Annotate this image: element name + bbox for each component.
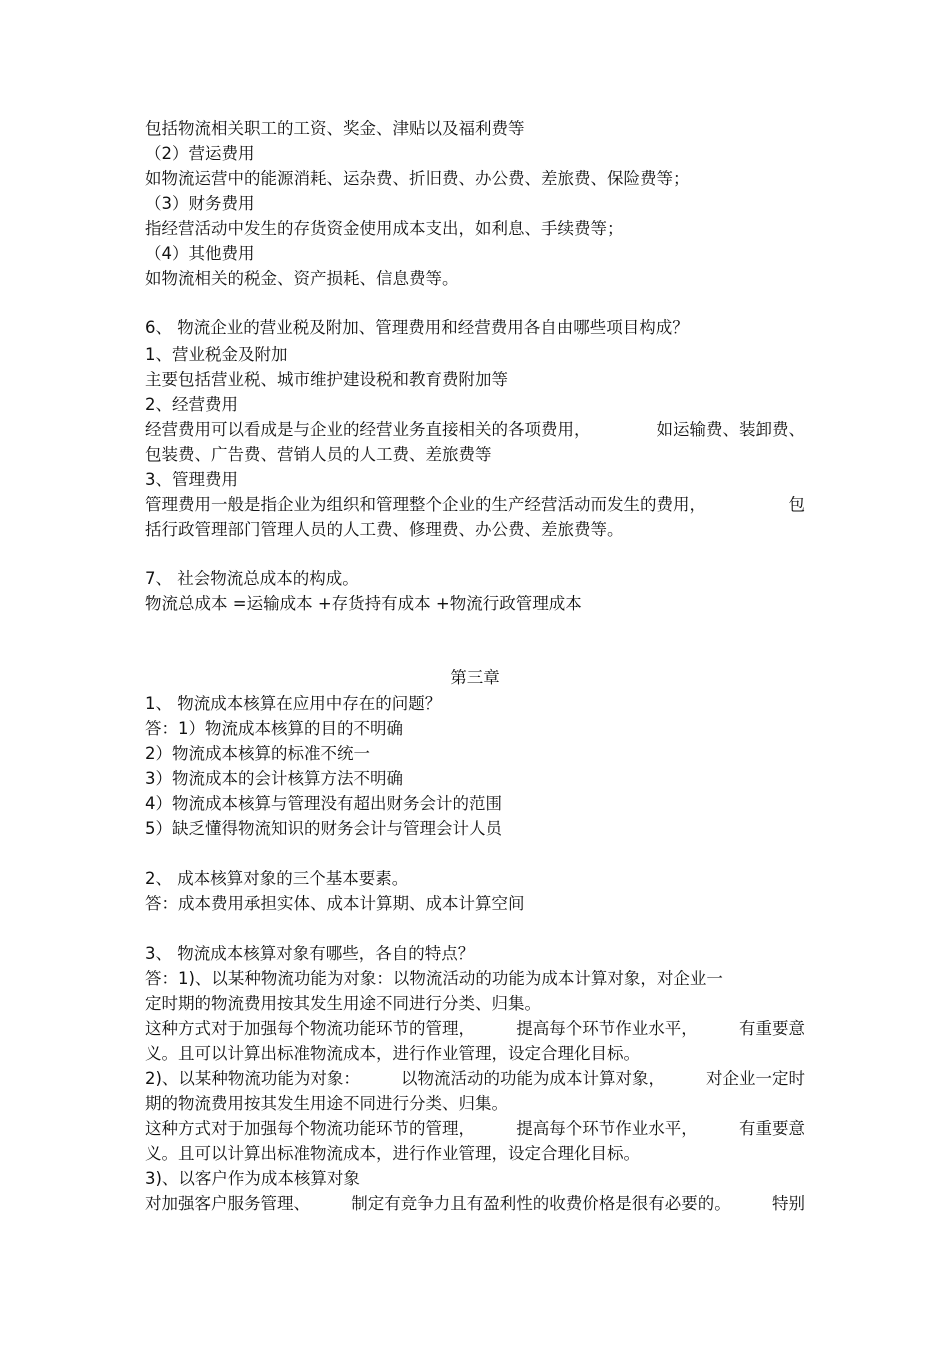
text-segment: 这种方式对于加强每个物流功能环节的管理，	[145, 1119, 475, 1138]
text-line	[145, 1117, 805, 1141]
text-segment: 有重要意	[739, 1119, 805, 1138]
item-heading: （3）财务费用	[145, 194, 255, 213]
item-heading: 3、管理费用	[145, 470, 238, 489]
text-line: 义。且可以计算出标准物流成本，进行作业管理，设定合理化目标。	[145, 1044, 640, 1063]
text-line	[145, 1192, 805, 1216]
text-line: 包括物流相关职工的工资、奖金、津贴以及福利费等	[145, 119, 525, 138]
item-heading: 1、营业税金及附加	[145, 345, 288, 364]
text-line: 包装费、广告费、营销人员的人工费、差旅费等	[145, 445, 492, 464]
text-segment: 有重要意	[739, 1019, 805, 1038]
text-segment: 对加强客户服务管理、	[145, 1194, 310, 1213]
text-line: 期的物流费用按其发生用途不同进行分类、归集。	[145, 1094, 508, 1113]
text-line: 答：1）物流成本核算的目的不明确	[145, 719, 403, 738]
text-segment: 包	[788, 495, 805, 514]
text-segment: 管理费用一般是指企业为组织和管理整个企业的生产经营活动而发生的费用，	[145, 495, 706, 514]
chapter-title: 第三章	[450, 668, 500, 687]
text-line: 5）缺乏懂得物流知识的财务会计与管理会计人员	[145, 819, 502, 838]
text-line: 3）物流成本的会计核算方法不明确	[145, 769, 403, 788]
text-line: 如物流运营中的能源消耗、运杂费、折旧费、办公费、差旅费、保险费等；	[145, 169, 690, 188]
item-heading: （2）营运费用	[145, 144, 255, 163]
question-heading: 6、 物流企业的营业税及附加、管理费用和经营费用各自由哪些项目构成？	[145, 318, 689, 337]
text-segment: 2)、以某种物流功能为对象：	[145, 1069, 360, 1088]
text-segment: 以物流活动的功能为成本计算对象，	[400, 1069, 665, 1088]
question-heading: 3、 物流成本核算对象有哪些，各自的特点？	[145, 944, 475, 963]
text-segment: 这种方式对于加强每个物流功能环节的管理，	[145, 1019, 475, 1038]
question-heading: 7、 社会物流总成本的构成。	[145, 569, 359, 588]
text-line: 答：1)、以某种物流功能为对象：以物流活动的功能为成本计算对象，对企业一	[145, 969, 723, 988]
text-line: 4）物流成本核算与管理没有超出财务会计的范围	[145, 794, 502, 813]
text-line: 括行政管理部门管理人员的人工费、修理费、办公费、差旅费等。	[145, 520, 624, 539]
text-line: 物流总成本 =运输成本 +存货持有成本 +物流行政管理成本	[145, 594, 582, 613]
text-line: 答：成本费用承担实体、成本计算期、成本计算空间	[145, 894, 525, 913]
item-heading: 3)、以客户作为成本核算对象	[145, 1169, 360, 1188]
text-line: 如物流相关的税金、资产损耗、信息费等。	[145, 269, 459, 288]
text-line	[145, 493, 805, 517]
text-segment: 提高每个环节作业水平，	[516, 1019, 698, 1038]
text-line: 定时期的物流费用按其发生用途不同进行分类、归集。	[145, 994, 541, 1013]
text-line: 主要包括营业税、城市维护建设税和教育费附加等	[145, 370, 508, 389]
text-line	[145, 1017, 805, 1041]
text-segment: 经营费用可以看成是与企业的经营业务直接相关的各项费用，	[145, 420, 591, 439]
text-line	[145, 1067, 805, 1091]
text-line: 2）物流成本核算的标准不统一	[145, 744, 370, 763]
text-line: 义。且可以计算出标准物流成本，进行作业管理，设定合理化目标。	[145, 1144, 640, 1163]
text-segment: 对企业一定时	[706, 1069, 805, 1088]
item-heading: （4）其他费用	[145, 244, 255, 263]
text-line: 指经营活动中发生的存货资金使用成本支出，如利息、手续费等；	[145, 219, 624, 238]
question-heading: 2、 成本核算对象的三个基本要素。	[145, 869, 409, 888]
text-segment: 提高每个环节作业水平，	[516, 1119, 698, 1138]
text-segment: 制定有竞争力且有盈利性的收费价格是很有必要的。	[351, 1194, 731, 1213]
text-segment: 特别	[772, 1194, 805, 1213]
question-heading: 1、 物流成本核算在应用中存在的问题？	[145, 694, 442, 713]
item-heading: 2、经营费用	[145, 395, 238, 414]
text-line	[145, 418, 805, 442]
text-segment: 如运输费、装卸费、	[656, 420, 805, 439]
